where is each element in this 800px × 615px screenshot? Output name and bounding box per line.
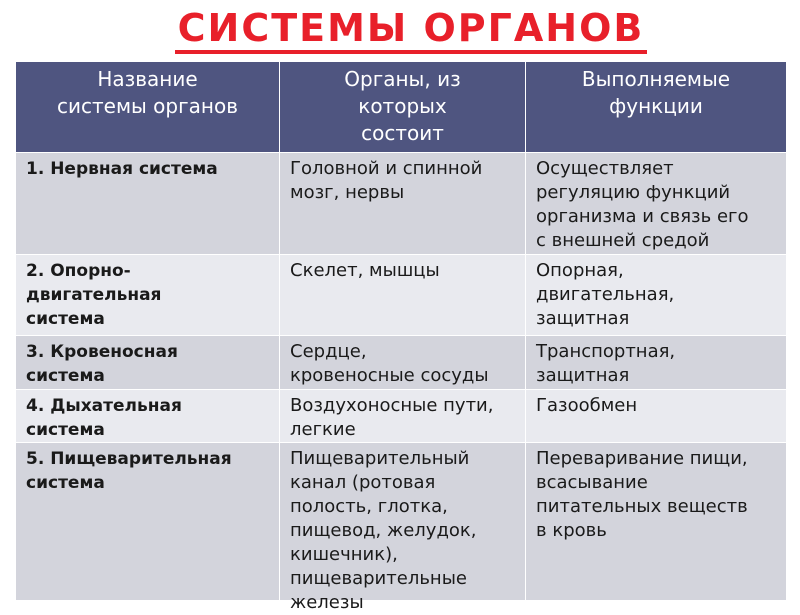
row-2-organs: Скелет, мышцы [280, 255, 525, 335]
row-5-functions: Переваривание пищи, всасывание питательных веществ в кровь [526, 443, 786, 600]
row-2-system-name: 2. Опорно- двигательная система [16, 255, 279, 335]
header-system-name: Название системы органов [16, 62, 279, 152]
row-3-system-name: 3. Кровеносная система [16, 336, 279, 389]
row-2-functions: Опорная, двигательная, защитная [526, 255, 786, 335]
row-1-organs: Головной и спинной мозг, нервы [280, 153, 525, 254]
slide-title: СИСТЕМЫ ОРГАНОВ [177, 6, 645, 50]
header-organs: Органы, из которых состоит [280, 62, 525, 152]
row-5-system-name: 5. Пищеварительная система [16, 443, 279, 600]
row-1-system-name: 1. Нервная система [16, 153, 279, 254]
row-3-organs: Сердце, кровеносные сосуды [280, 336, 525, 389]
row-5-organs: Пищеварительный канал (ротовая полость, глотка, пищевод, желудок, кишечник), пищеварительные железы [280, 443, 525, 600]
row-4-organs: Воздухоносные пути, легкие [280, 390, 525, 442]
title-underline [175, 50, 647, 54]
row-4-system-name: 4. Дыхательная система [16, 390, 279, 442]
row-1-functions: Осуществляет регуляцию функций организма и связь его с внешней средой [526, 153, 786, 254]
row-4-functions: Газообмен [526, 390, 786, 442]
organ-systems-table [16, 62, 786, 613]
row-3-functions: Транспортная, защитная [526, 336, 786, 389]
header-functions: Выполняемые функции [526, 62, 786, 152]
